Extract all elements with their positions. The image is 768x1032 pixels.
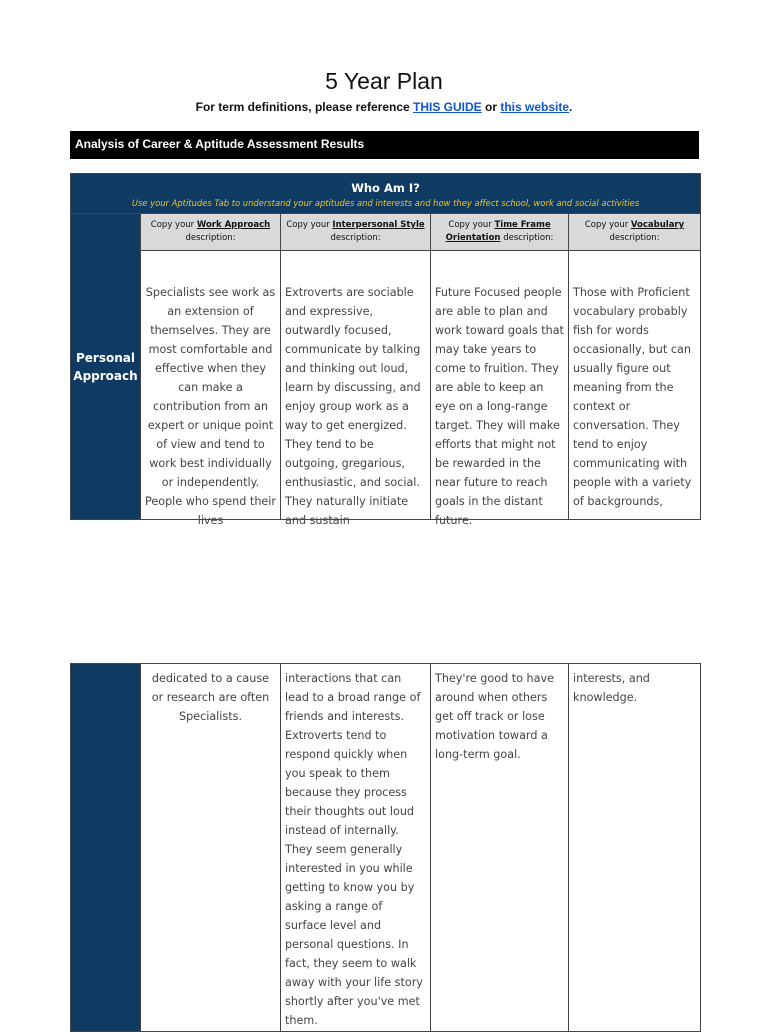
work-approach-cell[interactable] bbox=[141, 251, 281, 527]
interpersonal-style-cell[interactable] bbox=[281, 251, 431, 527]
work-approach-text: Specialists see work as an extension of themselves. They are most comfortable and effective when they can make a contribution from an expert or unique point of view and tend to work best individually or independently. People who spend their lives bbox=[145, 286, 276, 527]
work-approach-term: Work Approach bbox=[196, 220, 271, 230]
interpersonal-style-cell-continued[interactable] bbox=[281, 664, 431, 1032]
time-frame-term: Time Frame Orientation bbox=[445, 220, 551, 243]
reference-prefix: For term definitions, please reference bbox=[195, 100, 414, 114]
vocabulary-text: Those with Proficient vocabulary probably fish for words occasionally, but can usually figure out meaning from the context or conversation. They tend to enjoy communicating with people with a variety of backgrounds, bbox=[573, 286, 692, 508]
column-header-row bbox=[71, 214, 701, 251]
interpersonal-style-text: Extroverts are sociable and expressive, outwardly focused, communicate by talking and thinking out loud, learn by discussing, and enjoy group work as a way to get energized. They tend to be outgoing, gregarious, enthusiastic, and social. They naturally initiate and sustain bbox=[285, 286, 421, 527]
personal-approach-row bbox=[71, 251, 701, 520]
vocabulary-text-continued: interests, and knowledge. bbox=[573, 672, 650, 704]
reference-or: or bbox=[481, 100, 501, 114]
continued-table bbox=[70, 663, 701, 1032]
this-website-link[interactable]: this website bbox=[500, 100, 570, 114]
who-am-i-title: Who Am I? bbox=[351, 181, 420, 195]
vocabulary-cell-continued[interactable] bbox=[569, 664, 701, 1032]
who-am-i-instructions: Use your Aptitudes Tab to understand your aptitudes and interests and how they affect school, work and social activities bbox=[131, 198, 640, 208]
vocabulary-term: Vocabulary bbox=[630, 220, 685, 230]
who-am-i-header bbox=[71, 174, 701, 214]
page-title: 5 Year Plan bbox=[325, 68, 443, 94]
row-label: Personal Approach bbox=[73, 350, 138, 383]
this-guide-link[interactable]: THIS GUIDE bbox=[413, 100, 482, 114]
work-approach-text-continued: dedicated to a cause or research are often Specialists. bbox=[151, 672, 270, 723]
vocabulary-cell[interactable] bbox=[569, 251, 701, 520]
column-header-time-frame: Copy your Time Frame Orientation description: bbox=[431, 214, 569, 251]
time-frame-cell-continued[interactable] bbox=[431, 664, 569, 1032]
time-frame-cell[interactable] bbox=[431, 251, 569, 527]
work-approach-cell-continued[interactable] bbox=[141, 664, 281, 1032]
reference-note bbox=[0, 100, 768, 114]
time-frame-text: Future Focused people are able to plan and work toward goals that may take years to come to fruition. They are able to keep an eye on a long-range target. They will make efforts that might not be rewarded in the near future to reach goals in the distant future. bbox=[435, 286, 564, 527]
reference-suffix: . bbox=[569, 100, 573, 114]
personal-approach-row-continued bbox=[71, 664, 701, 1032]
interpersonal-style-text-continued: interactions that can lead to a broad range of friends and interests. Extroverts tend to respond quickly when you speak to them because they process their thoughts out loud instead of internally. They seem generally interested in you while getting to know you by asking a range of surface level and personal questions. In fact, they seem to walk away with your life story shortly after you've met them. bbox=[285, 672, 423, 1027]
time-frame-text-continued: They're good to have around when others get off track or lose motivation toward a long-term goal. bbox=[435, 672, 554, 761]
column-header-vocabulary: Copy your Vocabulary description: bbox=[569, 214, 701, 251]
who-am-i-table bbox=[70, 173, 701, 527]
column-header-work-approach: Copy your Work Approach description: bbox=[141, 214, 281, 251]
row-label-cell-continued bbox=[71, 664, 141, 1032]
interpersonal-style-term: Interpersonal Style bbox=[332, 220, 425, 230]
section-header: Analysis of Career & Aptitude Assessment Results bbox=[70, 131, 699, 159]
column-header-interpersonal-style: Copy your Interpersonal Style description: bbox=[281, 214, 431, 251]
row-label-cell bbox=[71, 214, 141, 520]
